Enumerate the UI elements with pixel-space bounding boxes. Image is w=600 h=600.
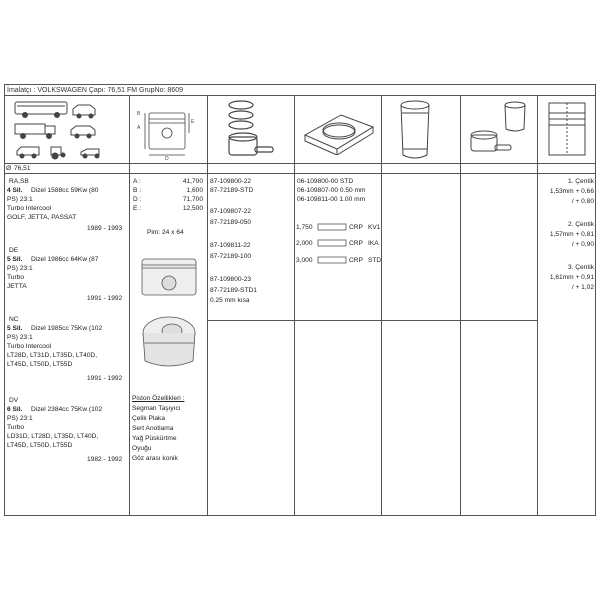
groove-dimension: 1,61mm + 0,91 — [549, 274, 594, 281]
groove-tolerance: / + 0,90 — [571, 241, 594, 248]
ring-type: CRP — [349, 240, 363, 247]
groove-dimension: 1,53mm + 0,66 — [549, 188, 594, 195]
engine-line: PS) 23:1 — [7, 334, 33, 341]
ring-set-package-icon — [301, 105, 377, 155]
piston-side-photo-icon — [138, 255, 200, 299]
features-title: Piston Özellikleri : — [132, 395, 185, 402]
engine-years: 1982 - 1992 — [87, 456, 123, 463]
engine-code: NC — [9, 316, 19, 323]
dim-value: 71,700 — [182, 196, 203, 203]
piston-code: 87-72189-STD1 — [210, 287, 257, 294]
dim-value: 41,700 — [182, 178, 203, 185]
svg-text:A: A — [137, 125, 141, 131]
feature-item: Yağ Püskürtme — [132, 435, 177, 442]
dim-label: B : — [133, 187, 142, 194]
engine-desc: Dizel 1588cc 59Kw (80 — [31, 187, 99, 194]
groove-title: 2. Çentik — [567, 221, 594, 228]
vehicles-icon — [13, 99, 125, 161]
engine-models: GOLF, JETTA, PASSAT — [7, 214, 77, 221]
column-divider — [460, 96, 461, 516]
groove-title: 3. Çentik — [567, 264, 594, 271]
column-divider — [207, 96, 208, 516]
ring-ending: IKA — [368, 240, 379, 247]
engine-models: LD31D, LT28D, LT35D, LT40D, — [7, 433, 99, 440]
engine-models: LT28D, LT31D, LT35D, LT40D, — [7, 352, 98, 359]
engine-cylinders: 5 Sil. — [7, 256, 23, 263]
engine-line: PS) 23:1 — [7, 265, 33, 272]
feature-item: Sert Anotlama — [132, 425, 174, 432]
svg-text:B: B — [137, 111, 141, 117]
engine-cylinders: 4 Sil. — [7, 187, 23, 194]
ring-code: 06-109807-00 0.50 mm — [297, 187, 366, 194]
column-divider — [537, 96, 538, 516]
piston-code: 87-109811-22 — [210, 242, 251, 249]
engine-line: Turbo Intercool — [7, 343, 52, 350]
manufacturer-header: İmalatçı : VOLKSWAGEN Çapı: 76,51 FM GrupNo: 8609 — [5, 85, 595, 96]
engine-desc: Dizel 2384cc 75Kw (102 — [31, 406, 103, 413]
piston-code: 87-72189-050 — [210, 219, 252, 226]
engine-line: Turbo Intercool — [7, 205, 52, 212]
ring-section-icon — [317, 255, 347, 265]
ring-thickness: 2,000 — [296, 240, 313, 247]
ring-type: CRP — [349, 257, 363, 264]
ring-type: CRP — [349, 224, 363, 231]
diameter-row-divider — [5, 173, 595, 174]
dim-label: A : — [133, 178, 141, 185]
dim-label: D : — [133, 196, 142, 203]
piston-assembly-icon — [465, 99, 533, 161]
engine-line: PS) 23:1 — [7, 415, 33, 422]
ring-code: 06-109811-00 1.00 mm — [297, 196, 366, 203]
piston-top-photo-icon — [138, 313, 200, 373]
engine-line: PS) 23:1 — [7, 196, 33, 203]
groove-tolerance: / + 0,80 — [571, 198, 594, 205]
feature-item: Çelik Plaka — [132, 415, 165, 422]
catalog-sheet — [4, 84, 596, 516]
ring-ending: KV1 — [368, 224, 381, 231]
feature-item: Göz arası konik — [132, 455, 178, 462]
feature-item: Segman Taşıyıcı — [132, 405, 181, 412]
svg-text:D: D — [165, 156, 169, 161]
piston-code: 87-72189-STD — [210, 187, 254, 194]
engine-desc: Dizel 1985cc 75Kw (102 — [31, 325, 103, 332]
ring-code: 06-109800-00 STD — [297, 178, 354, 185]
dim-value: 12,500 — [182, 205, 203, 212]
image-row-divider — [5, 163, 595, 164]
dim-value: 1,600 — [186, 187, 203, 194]
piston-dimension-diagram-icon — [135, 99, 203, 161]
engine-models: LT45D, LT50D, LT55D — [7, 442, 73, 449]
engine-line: Turbo — [7, 424, 24, 431]
feature-item: Oyuğu — [132, 445, 152, 452]
engine-code: RA,SB — [9, 178, 29, 185]
piston-rings-icon — [213, 99, 291, 161]
diameter-symbol: Ø — [6, 165, 12, 172]
pin-size: Pim: 24 x 64 — [147, 229, 184, 236]
groove-section-icon — [543, 99, 591, 161]
diameter-value: 76,51 — [14, 165, 31, 172]
piston-code: 87-109807-22 — [210, 208, 252, 215]
groove-dimension: 1,57mm + 0,81 — [549, 231, 594, 238]
column-divider — [381, 96, 382, 516]
section-divider — [207, 320, 537, 321]
piston-code: 87-109800-22 — [210, 178, 252, 185]
engine-years: 1989 - 1993 — [87, 225, 123, 232]
column-divider — [129, 96, 130, 516]
engine-code: DV — [9, 397, 19, 404]
engine-years: 1991 - 1992 — [87, 295, 123, 302]
groove-tolerance: / + 1,02 — [571, 284, 594, 291]
engine-desc: Dizel 1986cc 64Kw (87 — [31, 256, 99, 263]
piston-note: 0.25 mm kısa — [210, 297, 250, 304]
ring-section-icon — [317, 222, 347, 232]
engine-models: LT45D, LT50D, LT55D — [7, 361, 73, 368]
engine-code: DE — [9, 247, 19, 254]
engine-cylinders: 5 Sil. — [7, 325, 23, 332]
groove-title: 1. Çentik — [567, 178, 594, 185]
engine-years: 1991 - 1992 — [87, 375, 123, 382]
engine-line: Turbo — [7, 274, 24, 281]
ring-thickness: 3,000 — [296, 257, 313, 264]
column-divider — [294, 96, 295, 516]
ring-section-icon — [317, 238, 347, 248]
svg-text:E: E — [191, 119, 195, 125]
ring-ending: STD — [368, 257, 382, 264]
piston-code: 87-72189-100 — [210, 253, 252, 260]
engine-models: JETTA — [7, 283, 27, 290]
engine-cylinders: 6 Sil. — [7, 406, 23, 413]
cylinder-liner-icon — [389, 99, 453, 161]
ring-thickness: 1,750 — [296, 224, 313, 231]
dim-label: E : — [133, 205, 142, 212]
piston-code: 87-109800-23 — [210, 276, 252, 283]
